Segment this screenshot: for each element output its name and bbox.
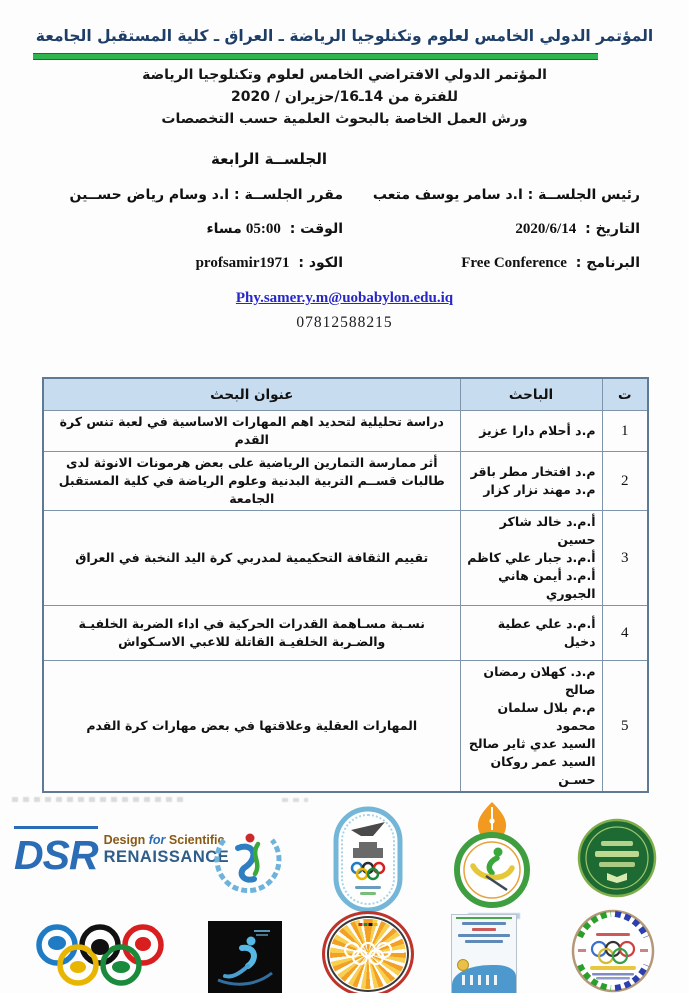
session-time-label: الوقت : [284, 221, 343, 237]
dsr-logo [14, 826, 230, 890]
row-number: 4 [602, 606, 648, 661]
paper-title-cell: أثر ممارسة التمارين الرياضية على بعض هرمونات الانوثة لدى طالبات قســم التربية البدنية وعلوم الرياضة في كلية المستقبل الجامعة [43, 452, 460, 511]
researcher-cell [460, 661, 602, 793]
divider-rule [33, 53, 598, 60]
workshops-note: ورش العمل الخاصة بالبحوث العلمية حسب التخصصات [161, 111, 528, 127]
scan-artifact [282, 798, 308, 802]
row-number: 1 [602, 411, 648, 452]
session-time-suffix: مساء [206, 221, 242, 237]
page-title: المؤتمر الدولي الخامس لعلوم وتكنلوجيا الرياضة ـ العراق ـ كلية المستقبل الجامعة [35, 27, 654, 45]
session-code [192, 255, 343, 272]
email-link[interactable]: Phy.samer.y.m@uobabylon.edu.iq [235, 290, 454, 306]
conference-poster-thumbnail [451, 914, 517, 993]
session-date [511, 221, 640, 238]
researcher-name: أ.م.د جبار علي كاظم [467, 550, 596, 565]
dsr-scientific-word: Scientific [168, 833, 225, 847]
poster-text-line [472, 928, 496, 931]
researcher-name: السيد عمر روكان حسـن [490, 754, 596, 787]
table-header-row [43, 378, 648, 411]
researcher-name: م.د افتخار مطر باقر [470, 464, 596, 479]
session-rapporteur-label: مقرر الجلســة : [229, 187, 343, 203]
researcher-name: م.د. كهلان رمضان صالح [483, 664, 596, 697]
dsr-abbr: DSR [14, 832, 98, 878]
paper-title-cell: المهارات العقلية وعلاقتها في بعض مهارات كرة القدم [43, 661, 460, 793]
papers-table [42, 377, 649, 793]
olympic-rings-continents-logo [33, 924, 167, 988]
white-olympic-rings [342, 940, 394, 968]
researcher-name: أ.م.د أيمن هاني الجبوري [498, 568, 596, 601]
session-chair-value: ا.د سامر يوسف متعب [372, 187, 523, 203]
table-row [43, 452, 648, 511]
researcher-cell [460, 411, 602, 452]
session-chair-label: رئيس الجلســة : [522, 187, 640, 203]
flag-strip [359, 923, 378, 926]
email-line [0, 287, 689, 307]
paper-title-cell: دراسة تحليلية لتحديد اهم المهارات الاساسية في لعبة تنس كرة القدم [43, 411, 460, 452]
dsr-design-word: Design [103, 833, 146, 847]
row-number: 3 [602, 511, 648, 606]
poster-text-line [462, 922, 507, 925]
sunburst-olympic-logo [322, 911, 414, 993]
wreath-federation-logo [208, 818, 288, 902]
paper-title-cell: تقييم الثقافة التحكيمية لمدربي كرة اليد النخبة في العراق [43, 511, 460, 606]
researcher-name: م.د أحلام دارا عزيز [479, 423, 596, 438]
session-program [457, 255, 640, 272]
session-time-value: 05:00 [245, 221, 281, 237]
researcher-cell [460, 452, 602, 511]
row-number: 5 [602, 661, 648, 793]
session-title: الجلســة الرابعة [211, 150, 327, 168]
laurel-olympic-academy-logo [566, 909, 660, 993]
session-program-value: Free Conference [461, 255, 567, 271]
conference-dates: للفترة من 14ـ16/حزيران / 2020 [231, 89, 458, 105]
poster-stamp [457, 959, 469, 971]
researcher-cell [460, 511, 602, 606]
session-program-label: البرنامج : [570, 255, 640, 271]
dsr-renaissance-word: RENAISSANCE [103, 848, 230, 866]
researcher-name: السيد عدي ثاير صالح [468, 736, 596, 751]
researcher-name: أ.م.د خالد شاكر حسين [499, 514, 596, 547]
researcher-cell [460, 606, 602, 661]
poster-header-line [456, 917, 512, 919]
conference-pen-runner-logo [452, 800, 532, 912]
table-row [43, 661, 648, 793]
session-date-value: 2020/6/14 [515, 221, 577, 237]
dsr-wordmark [14, 826, 98, 881]
table-row [43, 511, 648, 606]
session-rapporteur-value: ا.د وسام رياض حســين [69, 187, 230, 203]
researcher-name: أ.م.د علي عطية دخيل [497, 616, 596, 649]
col-header-researcher: الباحث [460, 378, 602, 411]
session-date-label: التاريخ : [580, 221, 640, 237]
dsr-for-word: for [148, 833, 166, 847]
session-chair [373, 187, 640, 203]
green-seal-logo [577, 817, 657, 899]
session-time [207, 221, 344, 238]
researcher-name: م.م بلال سلمان محمود [497, 700, 596, 733]
poster-splash-dots [462, 975, 502, 985]
poster-text-line [458, 934, 509, 937]
scan-artifact [12, 797, 188, 802]
researcher-name: م.د مهند نزار كزار [483, 482, 596, 497]
olympic-committee-oval-logo [333, 806, 403, 914]
row-number: 2 [602, 452, 648, 511]
paper-title-cell: نسـبة مسـاهمة القدرات الحركية في اداء الضربة الخلفيـة والضـربة الخلفيـة القاتلة للاعبي الاسـكواش [43, 606, 460, 661]
table-row [43, 606, 648, 661]
poster-text-line [465, 940, 502, 943]
col-header-title: عنوان البحث [43, 378, 460, 411]
col-header-no: ت [602, 378, 648, 411]
session-code-label: الكود : [293, 255, 343, 271]
athlete-black-square-logo [208, 921, 282, 993]
phone-number: 07812588215 [296, 314, 393, 331]
conference-subtitle: المؤتمر الدولي الافتراضي الخامس لعلوم وتكنلوجيا الرياضة [142, 67, 547, 83]
session-code-value: profsamir1971 [195, 255, 290, 271]
table-row [43, 411, 648, 452]
session-rapporteur [70, 187, 343, 203]
